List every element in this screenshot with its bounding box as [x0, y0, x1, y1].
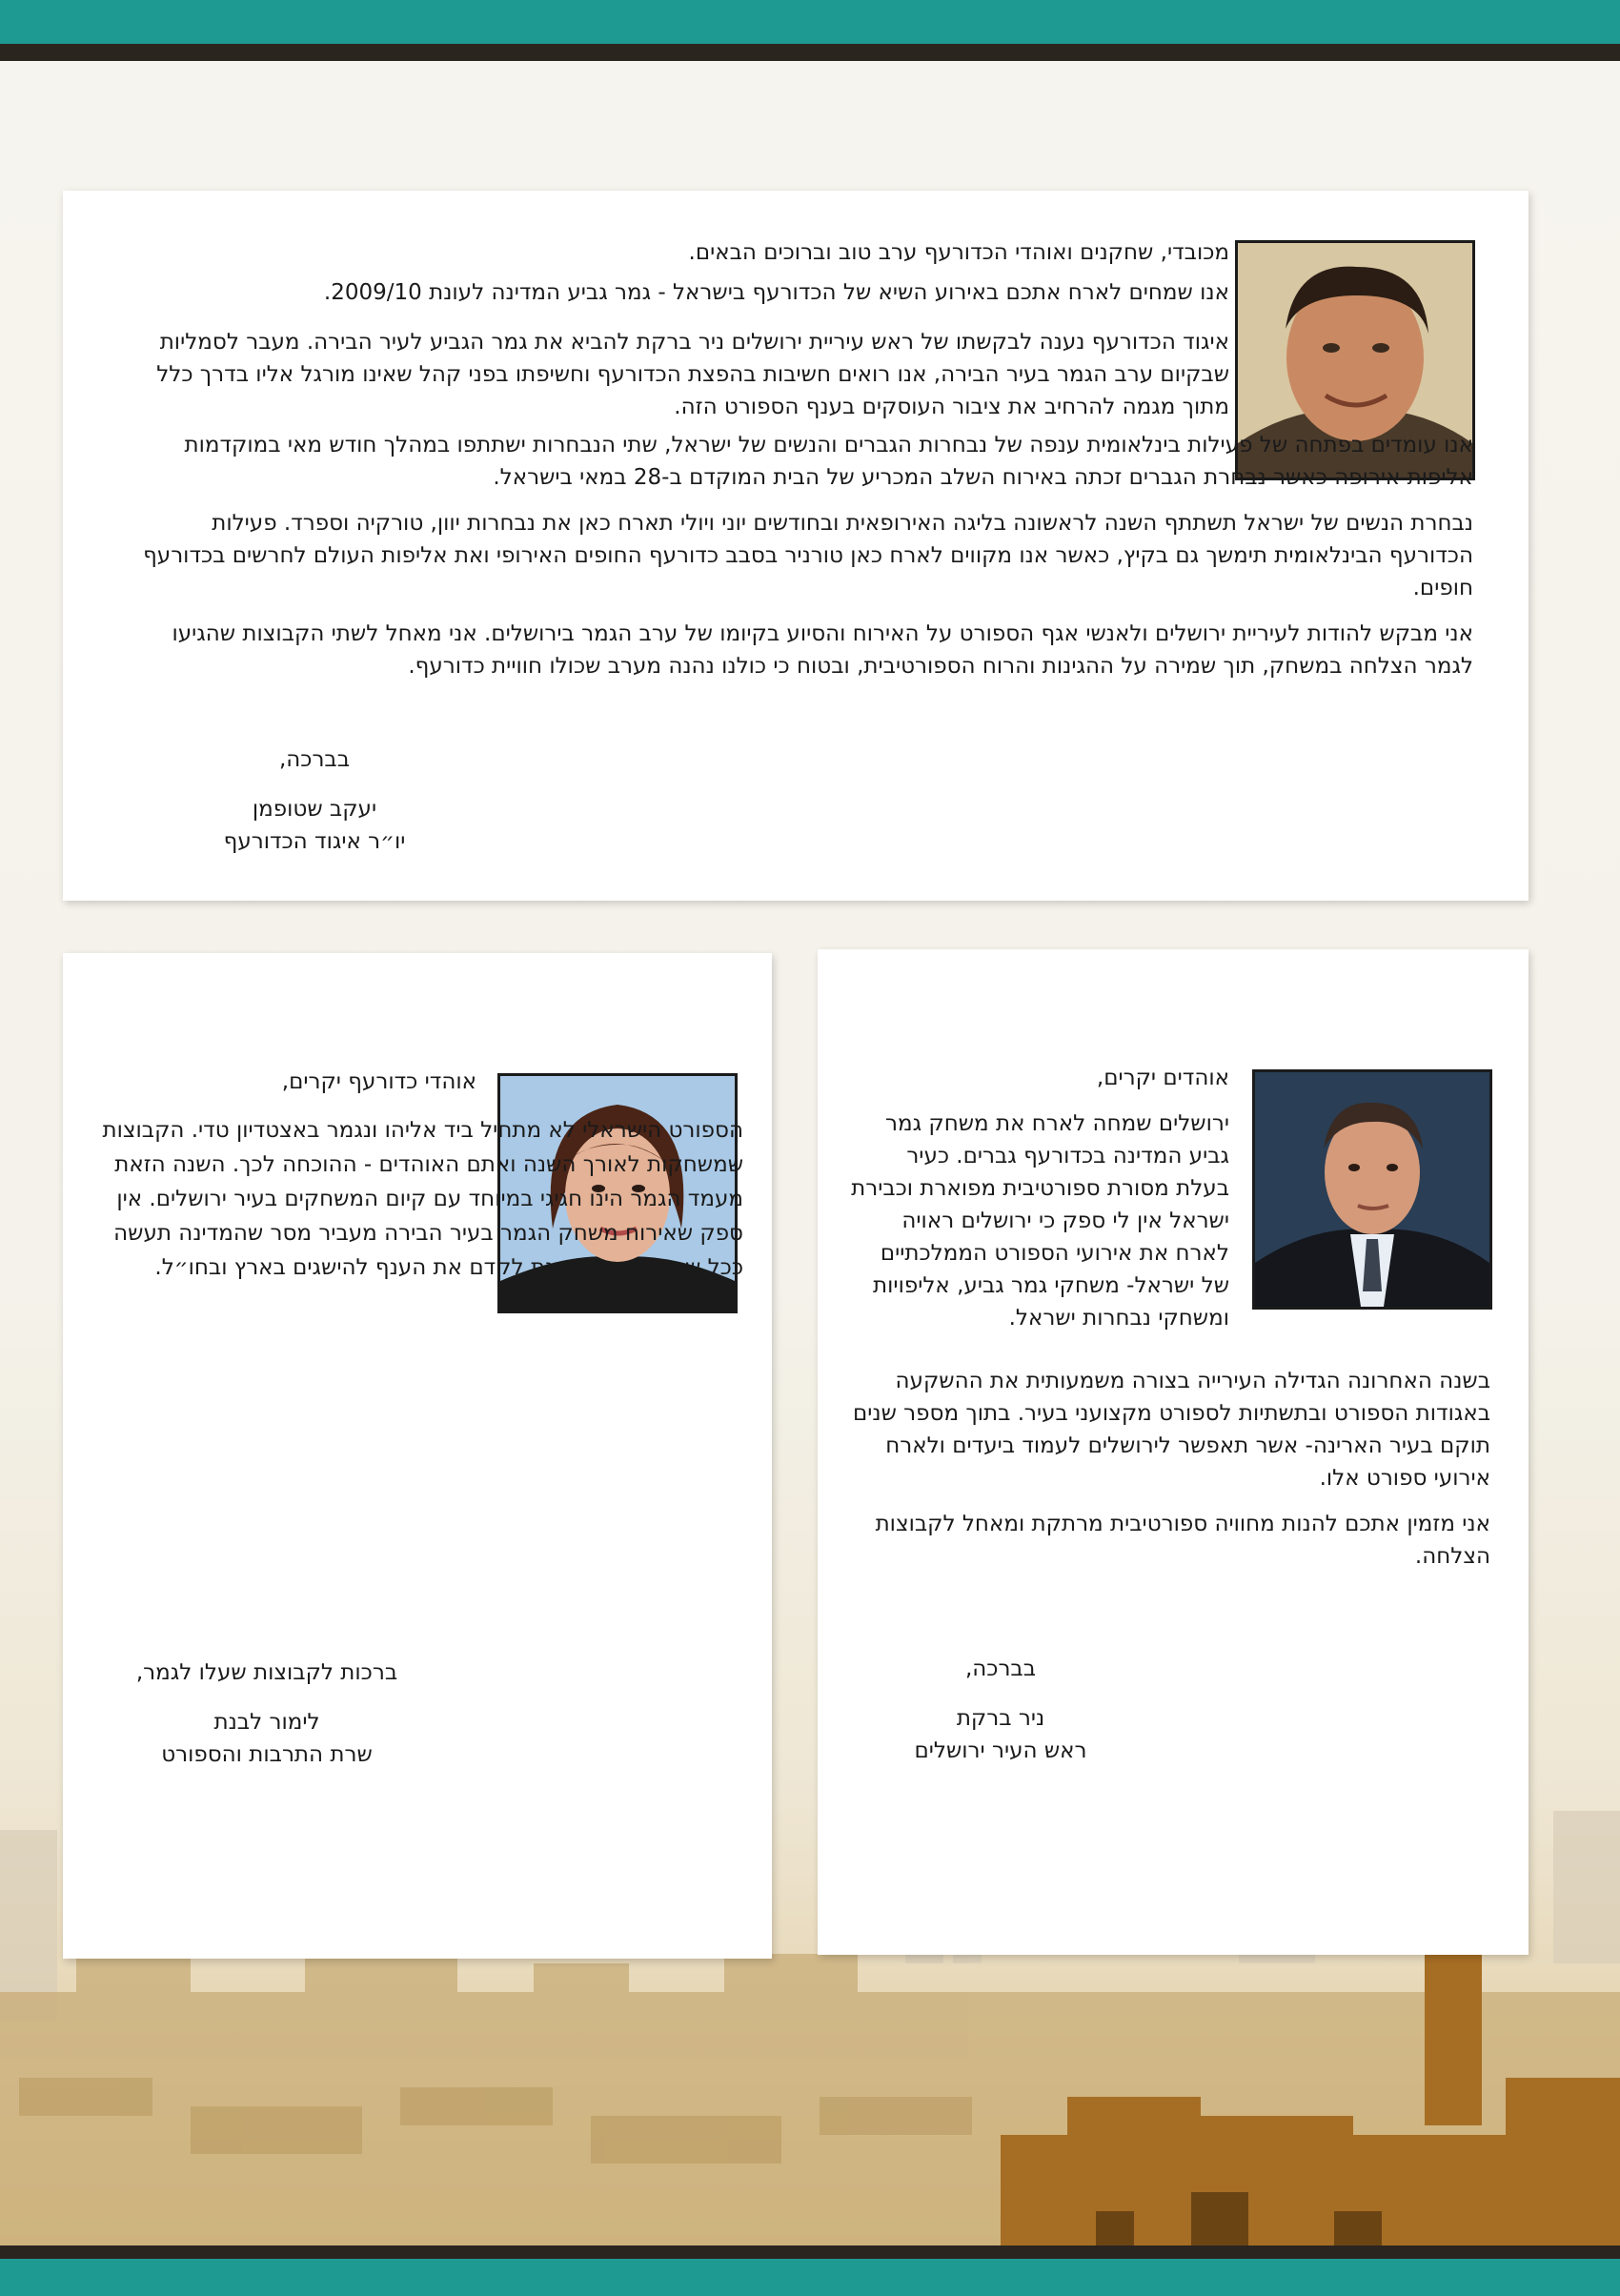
letter3-body-narrow: [848, 1062, 1229, 1342]
letter2-body: [95, 1113, 743, 1292]
letter1-closing: בברכה,: [278, 747, 351, 772]
letter2-closing: ברכות לקבוצות שעלו לגמר,: [135, 1660, 398, 1685]
letter3-signature: [877, 1653, 1124, 1767]
letter1-body: [143, 236, 1229, 316]
letter1-paragraph: אנו שמחים לארח אתכם באירוע השיא של הכדורעף בישראל - גמר גביע המדינה לעונת 2009/10.: [323, 280, 1229, 305]
letter1-paragraph: איגוד הכדורעף נענה לבקשתו של ראש עיריית ירושלים ניר ברקת להביא את גמר הגביע לעיר הבירה. מעבר לסמליות שבקיום ערב הגמר בעיר הבירה, אנו רואים חשיבות בהפצת הכדורעף וחשיפתו בפני קהל שאינו מורגל אליו בדרך כלל מתוך מגמה להרחיב את ציבור העוסקים בענף הספורט הזה.: [156, 330, 1229, 419]
letter1-paragraph: נבחרת הנשים של ישראל תשתתף השנה לראשונה בליגה האירופאית ובחודשים יוני ויולי תארח כאן את נבחרות יוון, טורקיה וספרד. פעילות הכדורעף הבינלאומית תימשך גם בקיץ, כאשר אנו מקווים לארח כאן טורניר בסבב כדורעף החופים האירופי ואת אליפות העולם לחרשים בכדורעף חופים.: [143, 511, 1473, 600]
letter1-paragraph: אנו עומדים בפתחה של פעילות בינלאומית ענפה של נבחרות הגברים והנשים של ישראל, שתי הנבחרות ישתתפו במהלך חודש מאי במוקדמות אליפות אירופה כאשר נבחרת הגברים זכתה באירוח השלב המכריע של הבית המוקדם ב-28 במאי בישראל.: [184, 433, 1473, 490]
letter2-paragraph: הספורט הישראלי לא מתחיל ביד אליהו ונגמר באצטדיון טדי. הקבוצות שמשחקות לאורך השנה ואתם האוהדים - ההוכחה לכך. השנה הזאת מעמד הגמר הינו חגיגי במיוחד עם קיום המשחקים בעיר ירושלים. אין ספק שאירוח משחק הגמר בעיר הבירה מעביר מסר שהמדינה תעשה ככל שביכולתה על מנת לקדם את הענף להישגים בארץ ובחו״ל.: [102, 1118, 743, 1280]
letter3-paragraph: ירושלים שמחה לארח את משחק גמר גביע המדינה בכדורעף גברים. כעיר בעלת מסורת ספורטיבית מפוארת וכבירת ישראל אין לי ספק כי ירושלים ראויה לארח את אירועי הספורט הממלכתיים של ישראל- משחקי גמר גביע, אליפויות ומשחקי נבחרות ישראל.: [851, 1111, 1229, 1331]
letter3-signer-title: ראש העיר ירושלים: [914, 1738, 1087, 1763]
bottom-teal-band: [0, 2259, 1620, 2296]
top-dark-stripe: [0, 44, 1620, 61]
portrait-mayor: [1252, 1069, 1492, 1310]
letter1-body-wide: [143, 326, 1229, 431]
letter1-body-full: [143, 429, 1473, 690]
man-suit-portrait-icon: [1255, 1072, 1489, 1307]
letter1-greeting: מכובדי, שחקנים ואוהדי הכדורעף ערב טוב וברוכים הבאים.: [688, 240, 1229, 265]
letter3-greeting: אוהדים יקרים,: [1096, 1066, 1229, 1090]
letter3-closing: בברכה,: [964, 1656, 1037, 1681]
letter1-signature: [191, 743, 438, 858]
letter1-signer-name: יעקב שטופמן: [252, 797, 377, 822]
letter3-body-wide: [848, 1365, 1490, 1580]
letter2-signature: [114, 1656, 419, 1771]
letter3-paragraph: אני מזמין אתכם להנות מחוויה ספורטיבית מרתקת ומאחל לקבוצות הצלחה.: [875, 1512, 1490, 1569]
bottom-dark-stripe: [0, 2245, 1620, 2259]
letter2-greeting: אוהדי כדורעף יקרים,: [281, 1069, 476, 1094]
letter2-body-narrow: [95, 1066, 476, 1111]
letter1-paragraph: אני מבקש להודות לעיריית ירושלים ולאנשי אגף הספורט על האירוח והסיוע בקיומו של ערב הגמר בירושלים. אני מאחל לשתי הקבוצות שהגיעו לגמר הצלחה במשחק, תוך שמירה על ההגינות והרוח הספורטיבית, ובטוח כי כולנו נהנה מערב שכולו חוויית כדורעף.: [172, 621, 1473, 679]
letter3-paragraph: בשנה האחרונה הגדילה העירייה בצורה משמעותית את ההשקעה באגודות הספורט ובתשתיות לספורט מקצועני בעיר. בתוך מספר שנים תוקם בעיר הארינה- אשר תאפשר לירושלים לעמוד ביעדים ולארח אירועי ספורט אלו.: [852, 1369, 1490, 1491]
letter1-signer-title: יו״ר איגוד הכדורעף: [223, 829, 406, 854]
letter2-signer-title: שרת התרבות והספורט: [161, 1742, 373, 1767]
top-teal-band: [0, 0, 1620, 44]
letter2-signer-name: לימור לבנת: [213, 1710, 320, 1735]
letter3-signer-name: ניר ברקת: [956, 1706, 1045, 1731]
